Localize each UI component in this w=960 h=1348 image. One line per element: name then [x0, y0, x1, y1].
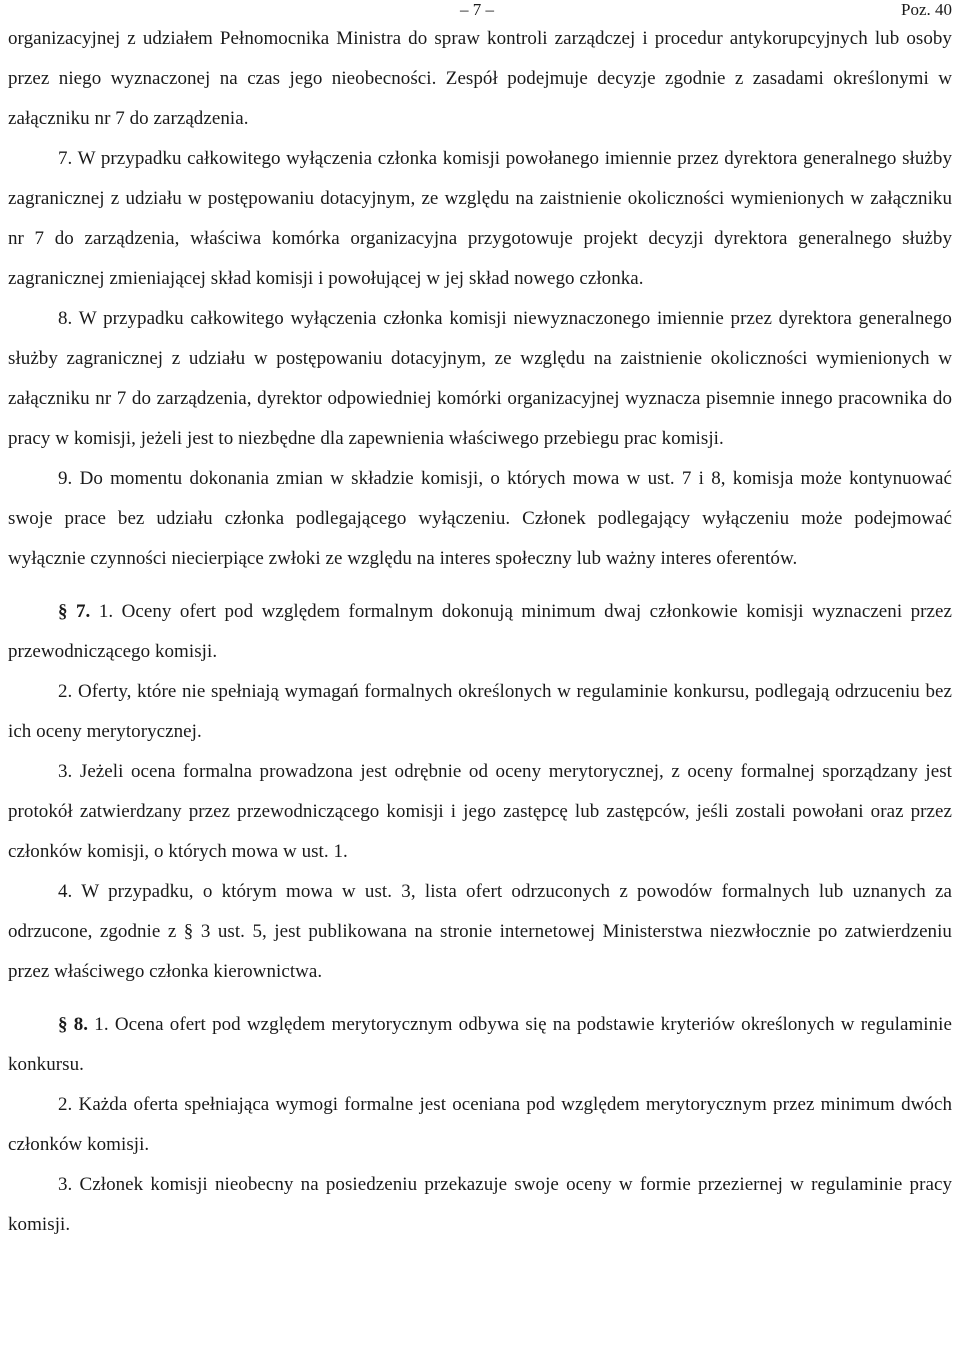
section-8-ust-3 [8, 1165, 952, 1245]
section-7-ust-4 [8, 872, 952, 992]
paragraph-ust-9 [8, 459, 952, 579]
section-7-ust-1 [8, 592, 952, 672]
paragraph-ust-7 [8, 139, 952, 299]
paragraph-text: 9. Do momentu dokonania zmian w składzie komisji, o których mowa w ust. 7 i 8, komisja może kontynuować swoje prace bez udziału członka podlegającego wyłączeniu. Członek podlegający wyłączeniu może podejmować wyłącznie czynności niecierpiące zwłoki ze względu na interes społeczny lub ważny interes oferentów. [8, 468, 952, 569]
paragraph-text: 7. W przypadku całkowitego wyłączenia członka komisji powołanego imiennie przez dyrektora generalnego służby zagranicznej z udziału w postępowaniu dotacyjnym, ze względu na zaistnienie okoliczności wymienionych w załączniku nr 7 do zarządzenia, właściwa komórka organizacyjna przygotowuje projekt decyzji dyrektora generalnego służby zagranicznej zmieniającej skład komisji i powołującej w jej skład nowego członka. [8, 148, 952, 289]
section-7-ust-2 [8, 672, 952, 752]
document-body [8, 19, 952, 1245]
paragraph-ust-8 [8, 299, 952, 459]
section-7-ust-3 [8, 752, 952, 872]
paragraph-text: 2. Każda oferta spełniająca wymogi formalne jest oceniana pod względem merytorycznym przez minimum dwóch członków komisji. [8, 1094, 952, 1155]
paragraph-text: 4. W przypadku, o którym mowa w ust. 3, lista ofert odrzuconych z powodów formalnych lub uznanych za odrzucone, zgodnie z § 3 ust. 5, jest publikowana na stronie internetowej Ministerstwa niezwłocznie po zatwierdzeniu przez właściwego członka kierownictwa. [8, 881, 952, 982]
position-reference: Poz. 40 [901, 0, 952, 19]
section-8-ust-1 [8, 1005, 952, 1085]
page-number: – 7 – [460, 0, 494, 19]
section-number: § 7. [58, 601, 91, 622]
paragraph-text: organizacyjnej z udziałem Pełnomocnika Ministra do spraw kontroli zarządczej i procedur antykorupcyjnych lub osoby przez niego wyznaczonej na czas jego nieobecności. Zespół podejmuje decyzje zgodnie z zasadami określonymi w załączniku nr 7 do zarządzenia. [8, 28, 952, 129]
section-number: § 8. [58, 1014, 89, 1035]
paragraph-text: 2. Oferty, które nie spełniają wymagań formalnych określonych w regulaminie konkursu, podlegają odrzuceniu bez ich oceny merytorycznej. [8, 681, 952, 742]
paragraph-text: 3. Jeżeli ocena formalna prowadzona jest odrębnie od oceny merytorycznej, z oceny formalnej sporządzany jest protokół zatwierdzany przez przewodniczącego komisji i jego zastępcę lub zastępców, jeśli zostali powołani oraz przez członków komisji, o których mowa w ust. 1. [8, 761, 952, 862]
section-8-ust-2 [8, 1085, 952, 1165]
paragraph-text: 1. Oceny ofert pod względem formalnym dokonują minimum dwaj członkowie komisji wyznaczeni przez przewodniczącego komisji. [8, 601, 952, 662]
paragraph-text: 8. W przypadku całkowitego wyłączenia członka komisji niewyznaczonego imiennie przez dyrektora generalnego służby zagranicznej z udziału w postępowaniu dotacyjnym, ze względu na zaistnienie okoliczności wymienionych w załączniku nr 7 do zarządzenia, dyrektor odpowiedniej komórki organizacyjnej wyznacza pisemnie innego pracownika do pracy w komisji, jeżeli jest to niezbędne dla zapewnienia właściwego przebiegu prac komisji. [8, 308, 952, 449]
paragraph-text: 1. Ocena ofert pod względem merytorycznym odbywa się na podstawie kryteriów określonych w regulaminie konkursu. [8, 1014, 952, 1075]
paragraph-text: 3. Członek komisji nieobecny na posiedzeniu przekazuje swoje oceny w formie przeziernej w regulaminie pracy komisji. [8, 1174, 952, 1235]
paragraph-continuation [8, 19, 952, 139]
